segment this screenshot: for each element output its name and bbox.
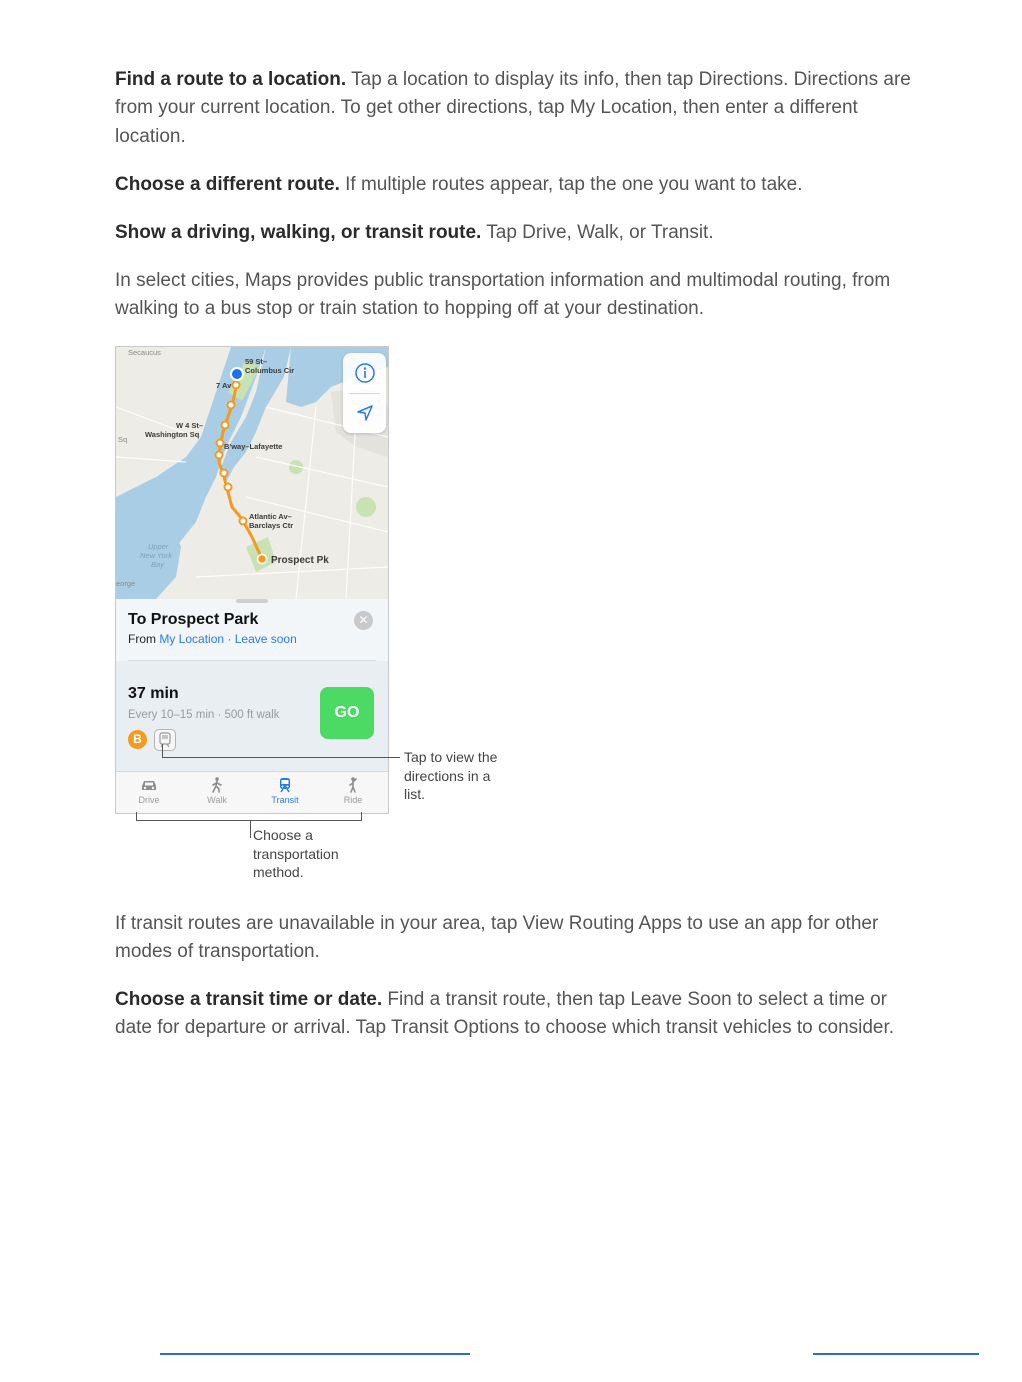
tab-drive-label: Drive xyxy=(138,795,160,805)
go-button[interactable]: GO xyxy=(320,687,374,739)
label-upper-bay: Upper New York Bay xyxy=(140,542,172,569)
walk-icon xyxy=(207,777,227,793)
label-bway: B'way–Lafayette xyxy=(224,442,283,451)
bold-lead: Choose a different route. xyxy=(115,174,340,195)
tab-transit[interactable] xyxy=(255,774,315,805)
destination-subtitle xyxy=(128,632,297,646)
from-prefix: From xyxy=(128,632,160,646)
bracket-bottom xyxy=(136,820,362,821)
destination-title: To Prospect Park xyxy=(128,611,259,628)
bold-lead: Choose a transit time or date. xyxy=(115,989,383,1010)
paragraph-choose-route xyxy=(115,171,915,199)
body-text: Find a transit route, then tap Leave Soon to select a time or date for departure or arrival. Tap Transit Options to choose which transit vehicles to consider. xyxy=(115,989,895,1039)
route-duration: 37 min xyxy=(128,685,179,702)
tab-ride[interactable] xyxy=(323,774,383,805)
callout-line-horizontal xyxy=(162,757,400,758)
label-atlantic: Atlantic Av– Barclays Ctr xyxy=(249,512,294,530)
label-secaucus: Secaucus xyxy=(128,348,161,357)
paragraph-routing-apps: If transit routes are unavailable in your area, tap View Routing Apps to use an app for other modes of transportation. xyxy=(115,913,879,963)
line-badge: B xyxy=(128,730,147,749)
leave-soon-link[interactable]: Leave soon xyxy=(234,632,297,646)
footer-rule-right xyxy=(813,1353,979,1355)
tab-transit-label: Transit xyxy=(271,795,299,805)
paragraph-select-cities: In select cities, Maps provides public transportation information and multimodal routing, from walking to a bus stop or train station to hopping off at your destination. xyxy=(115,270,891,320)
bracket-left xyxy=(136,812,137,820)
destination-pin xyxy=(258,555,267,564)
info-button[interactable] xyxy=(343,353,386,393)
transport-tabbar xyxy=(116,771,388,814)
bold-lead: Show a driving, walking, or transit route. xyxy=(115,222,482,243)
directions-card xyxy=(116,599,388,813)
paragraph-show-route xyxy=(115,219,915,247)
from-location-link[interactable]: My Location xyxy=(159,632,225,646)
map-controls xyxy=(343,353,386,433)
label-prospect: Prospect Pk xyxy=(271,555,329,566)
label-george: eorge xyxy=(116,579,136,588)
label-washington: W 4 St– Washington Sq xyxy=(145,421,204,439)
tab-ride-label: Ride xyxy=(343,795,363,805)
bold-lead: Find a route to a location. xyxy=(115,69,347,90)
paragraph-find-route xyxy=(115,66,915,151)
info-icon xyxy=(354,362,376,384)
callout-choose-method: Choose a transportation method. xyxy=(253,827,339,880)
location-arrow-icon xyxy=(355,403,375,423)
route-option[interactable] xyxy=(116,661,388,771)
current-location-dot xyxy=(231,368,243,380)
map-view[interactable] xyxy=(116,347,388,599)
car-icon xyxy=(139,777,159,793)
label-7av: 7 Av xyxy=(216,381,232,390)
body-text: Tap Drive, Walk, or Transit. xyxy=(481,222,714,243)
label-sq: Sq xyxy=(118,435,128,444)
ride-icon xyxy=(343,777,363,793)
route-frequency: Every 10–15 min · 500 ft walk xyxy=(128,709,280,721)
card-grabber[interactable] xyxy=(236,599,268,603)
train-icon xyxy=(154,729,176,751)
body-text: If multiple routes appear, tap the one you want to take. xyxy=(339,174,803,195)
close-button[interactable] xyxy=(354,611,373,630)
tab-walk[interactable] xyxy=(187,774,247,805)
separator: · xyxy=(224,632,235,646)
train-icon xyxy=(275,777,295,793)
maps-screenshot xyxy=(115,346,389,814)
location-button[interactable] xyxy=(343,393,386,433)
label-columbus: 59 St– Columbus Cir xyxy=(245,357,295,375)
bracket-stem xyxy=(250,820,251,838)
bracket-right xyxy=(361,812,362,820)
body-text: Tap a location to display its info, then tap Directions. Directions are from your current location. To get other directions, tap My Location, then enter a different location. xyxy=(115,69,911,147)
tab-walk-label: Walk xyxy=(207,795,227,805)
footer-rule-left xyxy=(160,1353,470,1355)
tab-drive[interactable] xyxy=(119,774,179,805)
paragraph-transit-time xyxy=(115,986,915,1043)
callout-line-vertical xyxy=(162,744,163,757)
callout-tap-view: Tap to view the directions in a list. xyxy=(404,749,498,802)
close-icon: ✕ xyxy=(358,613,369,627)
